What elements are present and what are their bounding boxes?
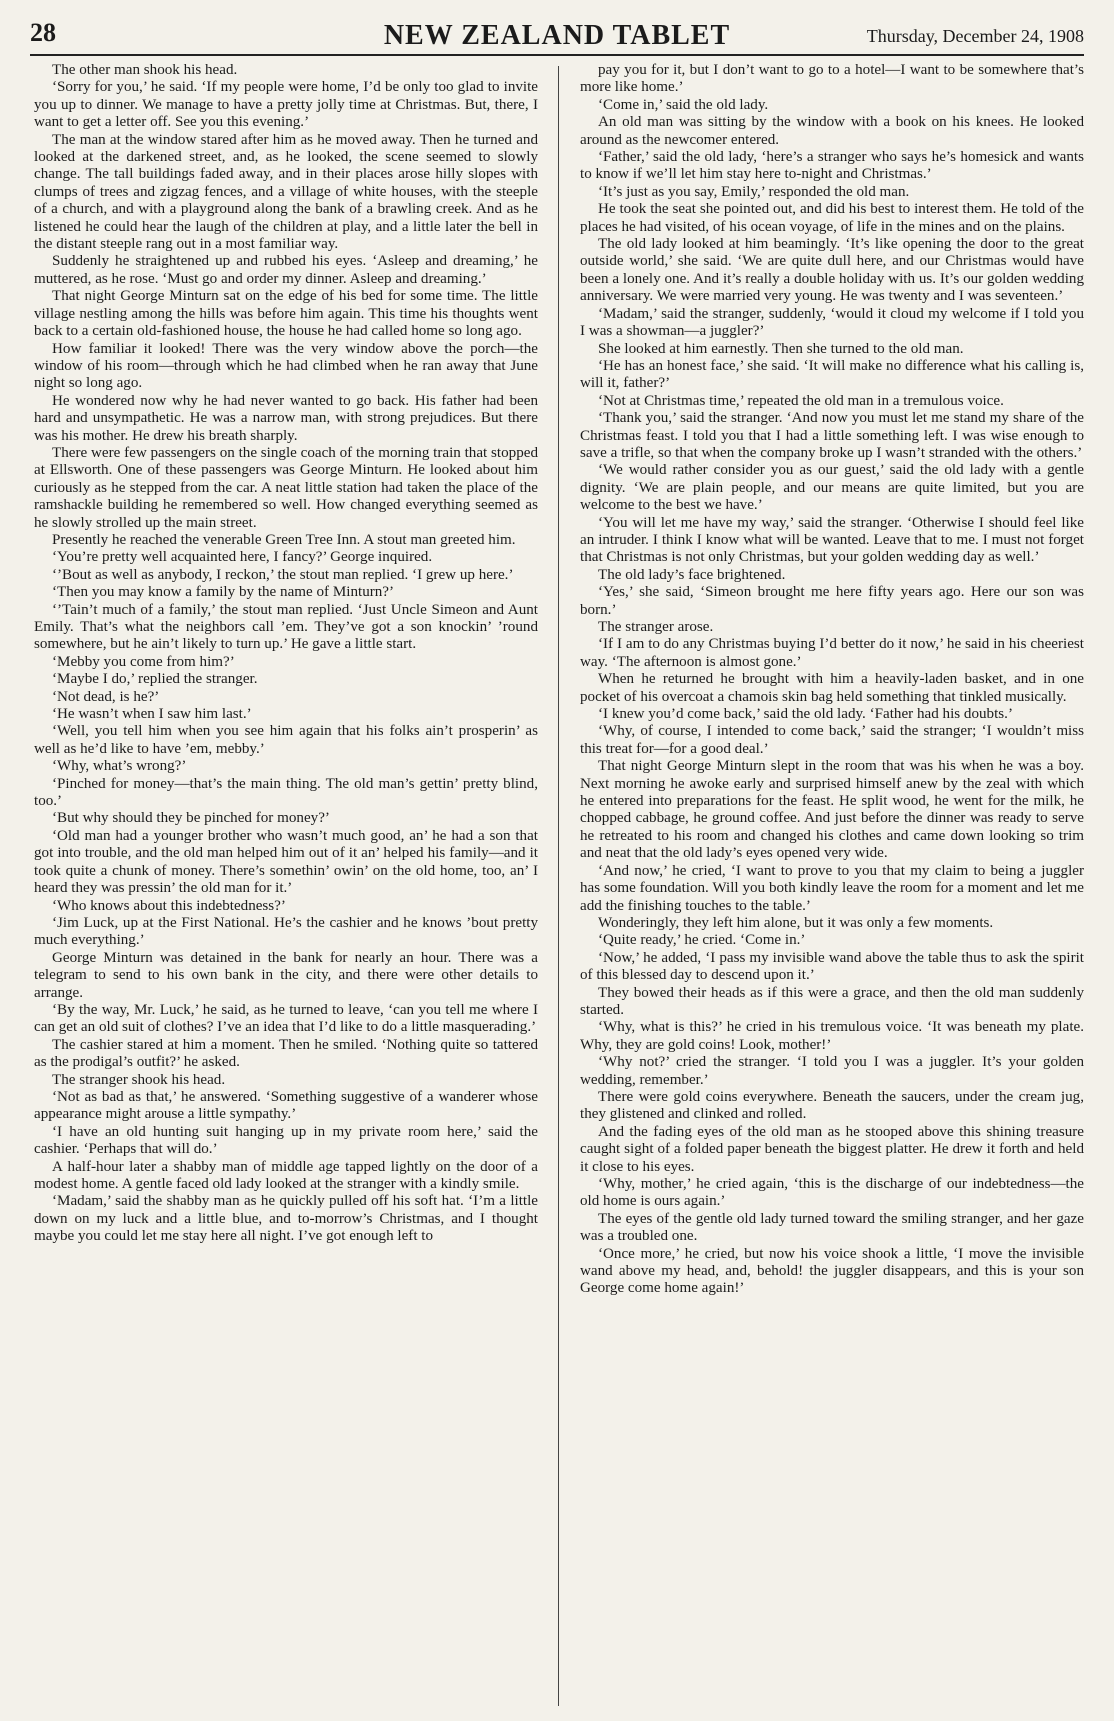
paragraph: When he returned he brought with him a heavily-laden basket, and in one pocket of his overcoat a chamois skin bag held something that tinkled musically. xyxy=(580,671,1084,705)
article-columns xyxy=(30,62,1084,1710)
paragraph: ‘Why not?’ cried the stranger. ‘I told you I was a juggler. It’s your golden wedding, remember.’ xyxy=(580,1054,1084,1088)
paragraph: ‘Jim Luck, up at the First National. He’s the cashier and he knows ’bout pretty much everything.’ xyxy=(34,914,538,949)
paragraph: ‘Thank you,’ said the stranger. ‘And now you must let me stand my share of the Christmas feast. I told you that I had a little something left. I was wise enough to save a trifle, so that when the company broke up I wasn’t stranded with the others.’ xyxy=(580,410,1084,461)
paragraph: ‘Sorry for you,’ he said. ‘If my people were home, I’d be only too glad to invite you up to dinner. We manage to have a pretty jolly time at Christmas. But, there, I want to get a letter off. See you this evening.’ xyxy=(34,79,538,131)
paragraph: ‘He has an honest face,’ she said. ‘It will make no difference what his calling is, will it, father?’ xyxy=(580,357,1084,392)
page-number: 28 xyxy=(30,18,56,47)
paragraph: Suddenly he straightened up and rubbed his eyes. ‘Asleep and dreaming,’ he muttered, as he rose. ‘Must go and order my dinner. Asleep and dreaming.’ xyxy=(34,253,538,287)
paragraph: ‘Not at Christmas time,’ repeated the old man in a tremulous voice. xyxy=(598,392,1004,409)
paragraph: ‘And now,’ he cried, ‘I want to prove to you that my claim to being a juggler has some foundation. Will you both kindly leave the room for a moment and let me add the finishing touches to the table.’ xyxy=(580,862,1084,914)
paragraph: pay you for it, but I don’t want to go to a hotel—I want to be somewhere that’s more like home.’ xyxy=(580,62,1084,96)
issue-date: Thursday, December 24, 1908 xyxy=(866,26,1084,46)
paragraph: ‘Madam,’ said the shabby man as he quickly pulled off his soft hat. ‘I’m a little down on my luck and a little blue, and to-morrow’s Christmas, and I thought maybe you could let me stay here all night. I’ve got enough left to xyxy=(34,1193,538,1245)
paragraph: ‘By the way, Mr. Luck,’ he said, as he turned to leave, ‘can you tell me where I can get an old suit of clothes? I’ve an idea that I’d like to do a little masquerading.’ xyxy=(34,1001,538,1036)
paragraph: The cashier stared at him a moment. Then he smiled. ‘Nothing quite so tattered as the prodigal’s outfit?’ he asked. xyxy=(34,1036,538,1071)
paragraph: ‘Quite ready,’ he cried. ‘Come in.’ xyxy=(598,932,806,949)
paragraph: She looked at him earnestly. Then she turned to the old man. xyxy=(598,340,964,357)
masthead xyxy=(30,14,1084,56)
paragraph: There were gold coins everywhere. Beneath the saucers, under the cream jug, they glistened and clinked and rolled. xyxy=(580,1088,1084,1123)
newspaper-title: NEW ZEALAND TABLET xyxy=(383,20,731,51)
paragraph: The stranger arose. xyxy=(598,619,714,635)
paragraph: ‘If I am to do any Christmas buying I’d better do it now,’ he said in his cheeriest way. ‘The afternoon is almost gone.’ xyxy=(580,636,1084,670)
paragraph: The old lady looked at him beamingly. ‘It’s like opening the door to the great outside world,’ she said. ‘We are quite dull here, and our Christmas would have been a lonely one. And it’s really a double holiday with us. It’s our golden wedding anniversary. We were married very young. He was twenty and I was seventeen.’ xyxy=(580,236,1084,305)
paragraph: ‘Maybe I do,’ replied the stranger. xyxy=(52,671,258,688)
paragraph: ‘Now,’ he added, ‘I pass my invisible wand above the table thus to ask the spirit of this blessed day to descend upon it.’ xyxy=(580,949,1084,984)
paragraph: An old man was sitting by the window with a book on his knees. He looked around as the newcomer entered. xyxy=(580,114,1084,148)
paragraph: The other man shook his head. xyxy=(52,62,238,78)
paragraph: ‘Madam,’ said the stranger, suddenly, ‘would it cloud my welcome if I told you I was a showman—a juggler?’ xyxy=(580,305,1084,340)
paragraph: That night George Minturn slept in the room that was his when he was a boy. Next morning he awoke early and surprised himself anew by the zeal with which he entered into preparations for the feast. He split wood, he went for the milk, he chopped cabbage, he ground coffee. And just before the dinner was ready to serve he retreated to his room and changed his clothes and came down looking so trim and neat that the old lady’s eyes opened very wide. xyxy=(580,758,1084,862)
paragraph: ‘We would rather consider you as our guest,’ said the old lady with a gentle dignity. ‘We are plain people, and our means are quite limited, but you are welcome to the best we have.’ xyxy=(580,462,1084,514)
paragraph: And the fading eyes of the old man as he stooped above this shining treasure caught sight of a folded paper beneath the biggest platter. He drew it forth and held it close to his eyes. xyxy=(580,1123,1084,1175)
paragraph: He took the seat she pointed out, and did his best to interest them. He told of the places he had visited, of his ocean voyage, of life in the mines and on the plains. xyxy=(580,201,1084,235)
paragraph: That night George Minturn sat on the edge of his bed for some time. The little village nestling among the hills was before him again. This time his thoughts went back to a certain old-fashioned house, the house he had called home so long ago. xyxy=(34,288,538,340)
paragraph: ‘’Bout as well as anybody, I reckon,’ the stout man replied. ‘I grew up here.’ xyxy=(52,566,514,583)
paragraph: ‘You will let me have my way,’ said the stranger. ‘Otherwise I should feel like an intruder. I think I know what will be wanted. Leave that to me. I must not forget that Christmas is not only Christmas, but your golden wedding day as well.’ xyxy=(580,514,1084,566)
paragraph: ‘Not as bad as that,’ he answered. ‘Something suggestive of a wanderer whose appearance might arouse a little sympathy.’ xyxy=(34,1088,538,1123)
paragraph: A half-hour later a shabby man of middle age tapped lightly on the door of a modest home. A gentle faced old lady looked at the stranger with a kindly smile. xyxy=(34,1158,538,1192)
paragraph: ‘Once more,’ he cried, but now his voice shook a little, ‘I move the invisible wand above my head, and, behold! the juggler disappears, and this is your son George come home again!’ xyxy=(580,1245,1084,1297)
paragraph: ‘Father,’ said the old lady, ‘here’s a stranger who says he’s homesick and wants to know if we’ll let him stay here to-night and Christmas.’ xyxy=(580,149,1084,183)
paragraph: The old lady’s face brightened. xyxy=(598,566,786,583)
paragraph: ‘Yes,’ she said, ‘Simeon brought me here fifty years ago. Here our son was born.’ xyxy=(580,584,1084,618)
paragraph: ‘Why, mother,’ he cried again, ‘this is the discharge of our indebtedness—the old home is ours again.’ xyxy=(580,1176,1084,1210)
paragraph: ‘Who knows about this indebtedness?’ xyxy=(52,897,286,914)
paragraph: ‘I knew you’d come back,’ said the old lady. ‘Father had his doubts.’ xyxy=(598,706,1013,723)
paragraph: The man at the window stared after him as he moved away. Then he turned and looked at the darkened street, and, as he looked, the scene seemed to slowly change. The tall buildings faded away, and in their places arose hilly slopes with clumps of trees and zigzag fences, and a village of white houses, with the steeple of a church, and with a playground along the bank of a brawling creek. And as he listened he could hear the laugh of the children at play, and a little later the bell in the distant steeple rang out in a most familiar way. xyxy=(34,131,538,253)
paragraph: ‘Why, what is this?’ he cried in his tremulous voice. ‘It was beneath my plate. Why, they are gold coins! Look, mother!’ xyxy=(580,1019,1084,1053)
paragraph: ‘’Tain’t much of a family,’ the stout man replied. ‘Just Uncle Simeon and Aunt Emily. That’s what the neighbors call ’em. They’ve got a son knockin’ ’round somewhere, but he ain’t likely to turn up.’ He gave a little start. xyxy=(34,601,538,653)
paragraph: ‘I have an old hunting suit hanging up in my private room here,’ said the cashier. ‘Perhaps that will do.’ xyxy=(34,1123,538,1158)
paragraph: ‘Mebby you come from him?’ xyxy=(52,653,235,670)
paragraph: ‘Not dead, is he?’ xyxy=(52,688,160,705)
paragraph: ‘Why, what’s wrong?’ xyxy=(52,758,187,775)
column-divider xyxy=(558,66,559,1706)
paragraph: ‘He wasn’t when I saw him last.’ xyxy=(52,706,252,723)
paragraph: ‘Well, you tell him when you see him again that his folks ain’t prosperin’ as well as he’d like to have ’em, mebby.’ xyxy=(34,723,538,757)
paragraph: ‘You’re pretty well acquainted here, I fancy?’ George inquired. xyxy=(52,549,433,566)
paragraph: Wonderingly, they left him alone, but it was only a few moments. xyxy=(598,914,994,931)
paragraph: He wondered now why he had never wanted to go back. His father had been hard and unsympathetic. He was a narrow man, with strong prejudices. But there was his mother. He drew his breath sharply. xyxy=(34,392,538,444)
paragraph: ‘Then you may know a family by the name of Minturn?’ xyxy=(52,584,395,601)
paragraph: Presently he reached the venerable Green Tree Inn. A stout man greeted him. xyxy=(52,531,516,548)
right-column xyxy=(580,62,1084,1710)
paragraph: George Minturn was detained in the bank for nearly an hour. There was a telegram to send to his own bank in the city, and there were other details to arrange. xyxy=(34,949,538,1001)
paragraph: There were few passengers on the single coach of the morning train that stopped at Ellsworth. One of these passengers was George Minturn. He looked about him curiously as he stepped from the car. A neat little station had taken the place of the ramshackle building he remembered so well. How changed everything seemed as he slowly strolled up the main street. xyxy=(34,444,538,531)
paragraph: The stranger shook his head. xyxy=(52,1071,226,1088)
paragraph: ‘Old man had a younger brother who wasn’t much good, an’ he had a son that got into trouble, and the old man helped him out of it an’ helped his family—and it took quite a chunk of money. There’s somethin’ owin’ on the old home, too, an’ I heard they was pressin’ the old man for it.’ xyxy=(34,827,538,897)
paragraph: ‘Come in,’ said the old lady. xyxy=(598,96,769,113)
left-column xyxy=(34,62,538,1710)
paragraph: They bowed their heads as if this were a grace, and then the old man suddenly started. xyxy=(580,984,1084,1018)
paragraph: The eyes of the gentle old lady turned toward the smiling stranger, and her gaze was a troubled one. xyxy=(580,1210,1084,1245)
paragraph: How familiar it looked! There was the very window above the porch—the window of his room—through which he had climbed when he ran away that June night so long ago. xyxy=(34,340,538,392)
paragraph: ‘Pinched for money—that’s the main thing. The old man’s gettin’ pretty blind, too.’ xyxy=(34,775,538,810)
paragraph: ‘But why should they be pinched for money?’ xyxy=(52,810,330,827)
paragraph: ‘It’s just as you say, Emily,’ responded the old man. xyxy=(598,183,910,200)
paragraph: ‘Why, of course, I intended to come back,’ said the stranger; ‘I wouldn’t miss this treat for—for a good deal.’ xyxy=(580,723,1084,757)
